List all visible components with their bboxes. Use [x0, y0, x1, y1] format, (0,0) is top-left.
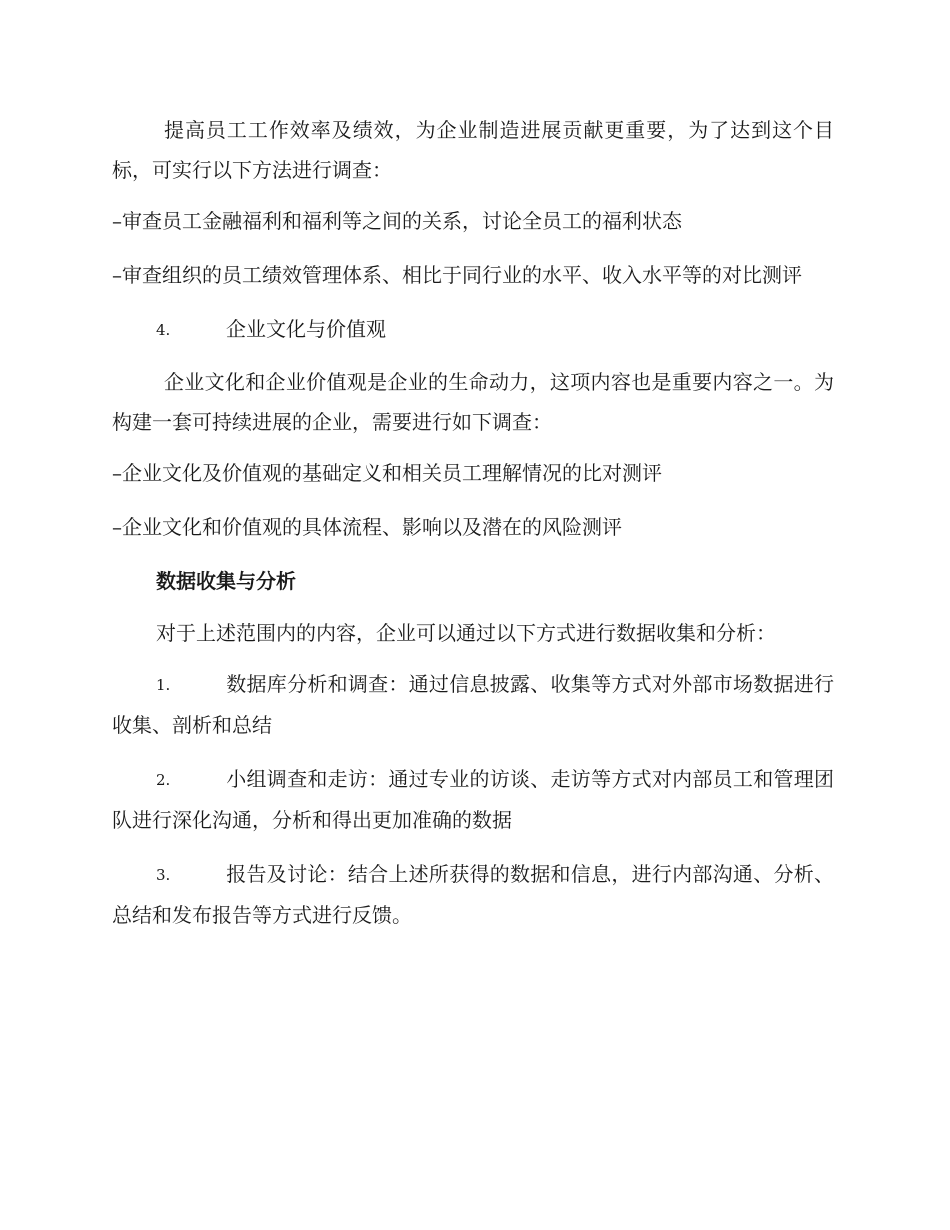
bullet-culture-process: –企业文化和价值观的具体流程、影响以及潜在的风险测评: [112, 515, 622, 539]
section-heading-data-collection: 数据收集与分析: [156, 569, 296, 593]
section-4-number: 4.: [156, 321, 171, 339]
list-item-number: 1.: [156, 676, 171, 694]
list-item-number: 3.: [156, 866, 171, 884]
bullet-performance-review: –审查组织的员工绩效管理体系、相比于同行业的水平、收入水平等的对比测评: [112, 263, 802, 287]
paragraph-culture: 企业文化和企业价值观是企业的生命动力，这项内容也是重要内容之一。为构建一套可持续进展的企业，需要进行如下调查：: [112, 370, 834, 434]
bullet-benefits-review: –审查员工金融福利和福利等之间的关系，讨论全员工的福利状态: [112, 209, 682, 233]
list-item-3: [112, 854, 834, 935]
list-item-text: 数据库分析和调查：通过信息披露、收集等方式对外部市场数据进行收集、剖析和总结: [112, 672, 834, 737]
list-item-1: [112, 664, 834, 745]
paragraph-data-intro: 对于上述范围内的内容，企业可以通过以下方式进行数据收集和分析：: [156, 621, 776, 645]
section-4-heading: [112, 309, 834, 350]
section-4-title: 企业文化与价值观: [226, 317, 386, 341]
list-item-number: 2.: [156, 771, 171, 789]
document-page: [112, 110, 834, 949]
list-item-text: 小组调查和走访：通过专业的访谈、走访等方式对内部员工和管理团队进行深化沟通，分析和得出更加准确的数据: [112, 767, 834, 832]
list-item-2: [112, 759, 834, 840]
bullet-culture-definition: –企业文化及价值观的基础定义和相关员工理解情况的比对测评: [112, 461, 662, 485]
list-item-text: 报告及讨论：结合上述所获得的数据和信息，进行内部沟通、分析、总结和发布报告等方式进行反馈。: [112, 862, 834, 927]
paragraph-efficiency: 提高员工工作效率及绩效，为企业制造进展贡献更重要，为了达到这个目标，可实行以下方法进行调查：: [112, 118, 834, 182]
